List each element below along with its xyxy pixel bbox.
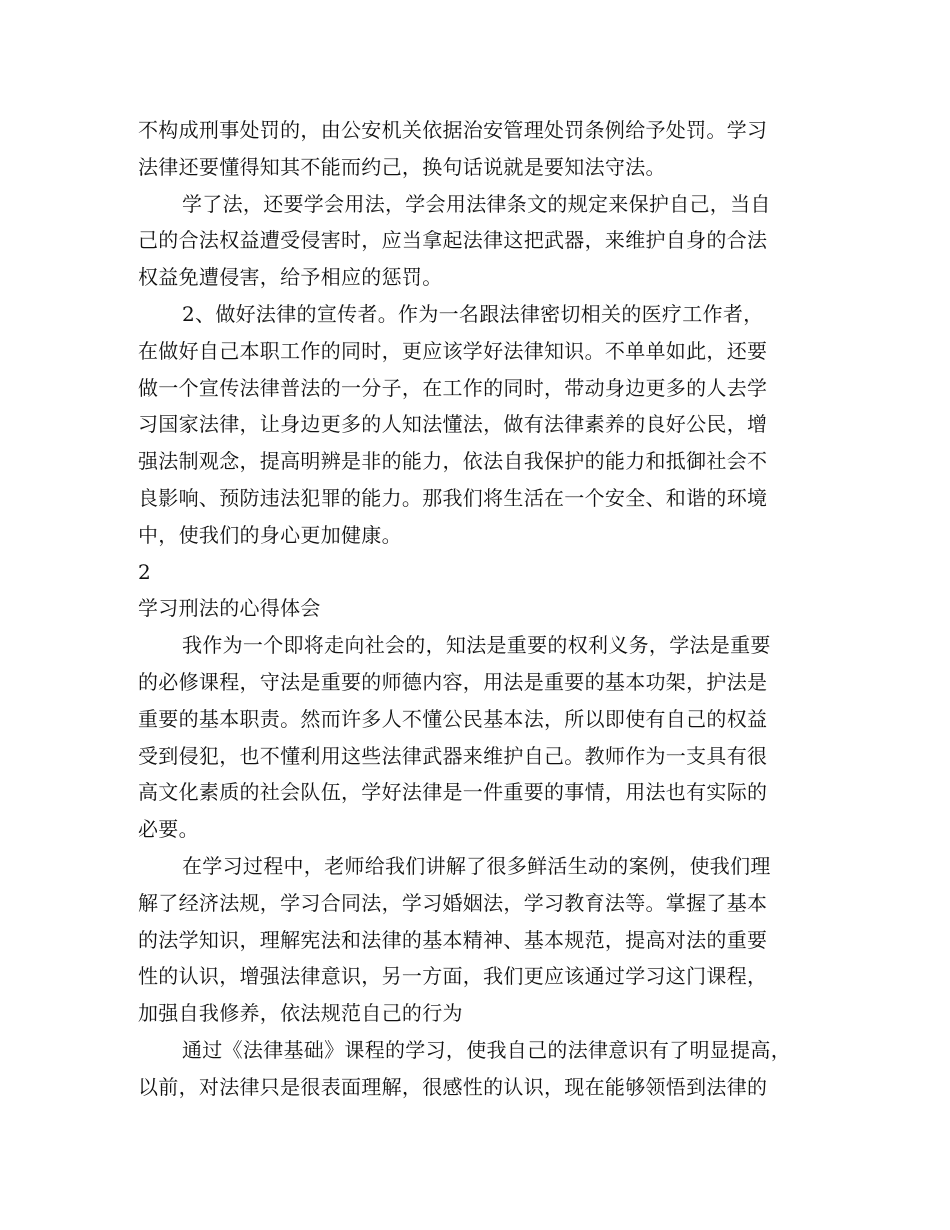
text-line: 以前，对法律只是很表面理解，很感性的认识，现在能够领悟到法律的 <box>138 1074 768 1099</box>
text-line: 强法制观念，提高明辨是非的能力，依法自我保护的能力和抵御社会不 <box>138 449 768 474</box>
section-title: 学习刑法的心得体会 <box>138 596 321 621</box>
text-line: 的法学知识，理解宪法和法律的基本精神、基本规范，提高对法的重要 <box>138 927 768 952</box>
section-number: 2 <box>138 559 152 584</box>
text-line: 法律还要懂得知其不能而约己，换句话说就是要知法守法。 <box>138 154 666 179</box>
text-line: 良影响、预防违法犯罪的能力。那我们将生活在一个安全、和谐的环境 <box>138 485 768 510</box>
text-line: 在做好自己本职工作的同时，更应该学好法律知识。不单单如此，还要 <box>138 338 768 363</box>
text-line: 解了经济法规，学习合同法，学习婚姻法，学习教育法等。掌握了基本 <box>138 890 768 915</box>
text-line: 习国家法律，让身边更多的人知法懂法，做有法律素养的良好公民，增 <box>138 412 768 437</box>
paragraph-start-line: 通过《法律基础》课程的学习，使我自己的法律意识有了明显提高， <box>182 1037 791 1062</box>
text-line: 必要。 <box>138 817 199 842</box>
text-line: 受到侵犯，也不懂利用这些法律武器来维护自己。教师作为一支具有很 <box>138 743 768 768</box>
text-line: 中，使我们的身心更加健康。 <box>138 522 402 547</box>
paragraph-start-line: 在学习过程中，老师给我们讲解了很多鲜活生动的案例，使我们理 <box>182 853 771 878</box>
text-line: 己的合法权益遭受侵害时，应当拿起法律这把武器，来维护自身的合法 <box>138 228 768 253</box>
text-line: 性的认识，增强法律意识，另一方面，我们更应该通过学习这门课程， <box>138 964 768 989</box>
text-line: 加强自我修养，依法规范自己的行为 <box>138 1001 463 1026</box>
document-body <box>138 112 818 1106</box>
paragraph-start-line: 我作为一个即将走向社会的，知法是重要的权利义务，学法是重要 <box>182 633 771 658</box>
text-line: 高文化素质的社会队伍，学好法律是一件重要的事情，用法也有实际的 <box>138 780 768 805</box>
text-line: 权益免遭侵害，给予相应的惩罚。 <box>138 265 443 290</box>
text-line: 重要的基本职责。然而许多人不懂公民基本法，所以即使有自己的权益 <box>138 706 768 731</box>
paragraph-start-line: 学了法，还要学会用法，学会用法律条文的规定来保护自己，当自 <box>182 191 771 216</box>
paragraph-start-line: 2、做好法律的宣传者。作为一名跟法律密切相关的医疗工作者， <box>182 301 764 326</box>
text-line: 做一个宣传法律普法的一分子，在工作的同时，带动身边更多的人去学 <box>138 375 768 400</box>
text-line: 不构成刑事处罚的，由公安机关依据治安管理处罚条例给予处罚。学习 <box>138 118 768 142</box>
text-line: 的必修课程，守法是重要的师德内容，用法是重要的基本功架，护法是 <box>138 669 768 694</box>
